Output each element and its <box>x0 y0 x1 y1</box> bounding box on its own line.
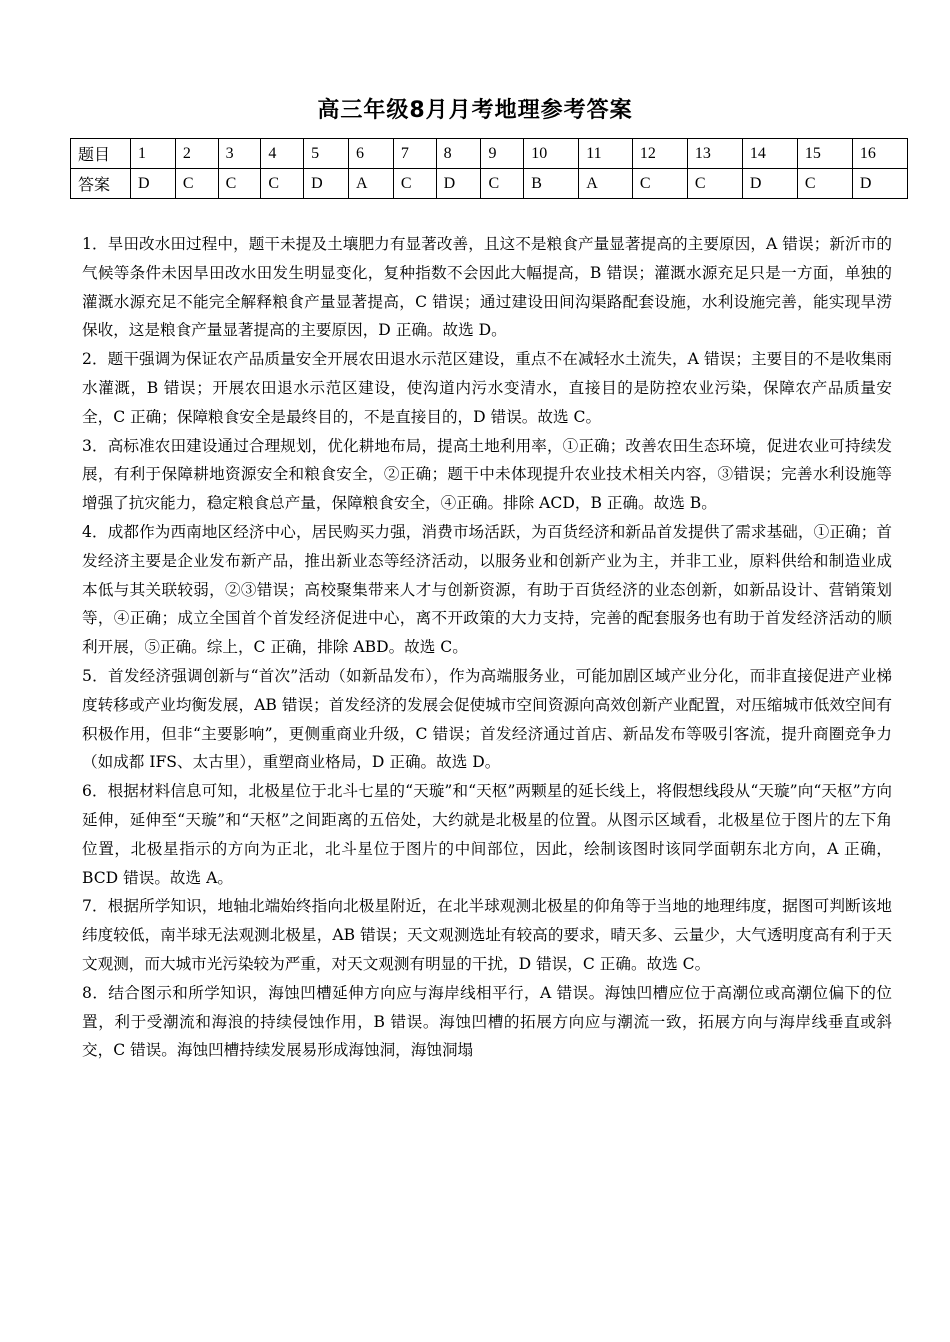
explanation-paragraph-4: 4．成都作为西南地区经济中心，居民购买力强，消费市场活跃，为百货经济和新品首发提供了需求基础，①正确；首发经济主要是企业发布新产品，推出新业态等经济活动，以服务业和创新产业为主，并非工业，原料供给和制造业成本低与其关联较弱，②③错误；高校聚集带来人才与创新资源，有助于百货经济的业态创新，如新品设计、营销策划等，④正确；成立全国首个首发经济促进中心，离不开政策的大力支持，完善的配套服务也有助于首发经济活动的顺利开展，⑤正确。综上，C 正确，排除 ABD。故选 C。 <box>82 522 892 657</box>
question-number-cell: 8 <box>436 139 481 169</box>
row-label-question: 题目 <box>71 139 131 169</box>
answer-cell: D <box>852 169 907 199</box>
answer-cell: A <box>349 169 394 199</box>
answer-cell: C <box>687 169 742 199</box>
question-number-cell: 13 <box>687 139 742 169</box>
question-number-cell: 12 <box>632 139 687 169</box>
explanation-paragraph-1: 1．旱田改水田过程中，题干未提及土壤肥力有显著改善，且这不是粮食产量显著提高的主要原因，A 错误；新沂市的气候等条件未因旱田改水田发生明显变化，复种指数不会因此大幅提高，B 错误；灌溉水源充足只是一方面，单独的灌溉水源充足不能完全解释粮食产量显著提高，C 错误；通过建设田间沟渠路配套设施，水利设施完善，能实现旱涝保收，这是粮食产量显著提高的主要原因，D 正确。故选 D。 <box>82 235 892 340</box>
question-number-cell: 2 <box>175 139 218 169</box>
question-number-cell: 4 <box>261 139 304 169</box>
question-number-cell: 7 <box>393 139 436 169</box>
answer-row <box>71 169 908 199</box>
answer-cell: C <box>481 169 524 199</box>
question-number-cell: 1 <box>131 139 176 169</box>
explanation-paragraph-6: 6．根据材料信息可知，北极星位于北斗七星的“天璇”和“天枢”两颗星的延长线上，将假想线段从“天璇”向“天枢”方向延伸，延伸至“天璇”和“天枢”之间距离的五倍处，大约就是北极星的位置。从图示区域看，北极星位于图片的左下角位置，北极星指示的方向为正北，北斗星位于图片的中间部位，因此，绘制该图时该同学面朝东北方向，A 正确，BCD 错误。故选 A。 <box>82 782 892 887</box>
answer-table <box>70 138 908 199</box>
answer-cell: D <box>304 169 349 199</box>
question-number-cell: 9 <box>481 139 524 169</box>
question-number-cell: 6 <box>349 139 394 169</box>
explanation-paragraph-3: 3．高标准农田建设通过合理规划，优化耕地布局，提高土地利用率，①正确；改善农田生态环境，促进农业可持续发展，有利于保障耕地资源安全和粮食安全，②正确；题干中未体现提升农业技术相关内容，③错误；完善水利设施等增强了抗灾能力，稳定粮食总产量，保障粮食安全，④正确。排除 ACD，B 正确。故选 B。 <box>82 436 892 513</box>
answer-cell: B <box>524 169 579 199</box>
question-number-cell: 15 <box>797 139 852 169</box>
explanation-paragraph-5: 5．首发经济强调创新与“首次”活动（如新品发布），作为高端服务业，可能加剧区域产业分化，而非直接促进产业梯度转移或产业均衡发展，AB 错误；首发经济的发展会促使城市空间资源向高效创新产业配置，对压缩城市低效空间有积极作用，但非“主要影响”，更侧重商业升级，C 错误；首发经济通过首店、新品发布等吸引客流，提升商圈竞争力（如成都 IFS、太古里），重塑商业格局，D 正确。故选 D。 <box>82 666 892 772</box>
question-number-cell: 5 <box>304 139 349 169</box>
answer-cell: C <box>797 169 852 199</box>
answer-cell: C <box>632 169 687 199</box>
row-label-answer: 答案 <box>71 169 131 199</box>
answer-cell: C <box>261 169 304 199</box>
answer-cell: C <box>218 169 261 199</box>
explanation-paragraph-7: 7．根据所学知识，地轴北端始终指向北极星附近，在北半球观测北极星的仰角等于当地的地理纬度，据图可判断该地纬度较低，南半球无法观测北极星，AB 错误；天文观测选址有较高的要求，晴天多、云量少，大气透明度高有利于天文观测，而大城市光污染较为严重，对天文观测有明显的干扰，D 错误，C 正确。故选 C。 <box>82 897 892 973</box>
question-number-cell: 14 <box>742 139 797 169</box>
question-number-cell: 10 <box>524 139 579 169</box>
answer-cell: D <box>742 169 797 199</box>
explanation-body <box>82 230 892 1065</box>
question-number-cell: 16 <box>852 139 907 169</box>
answer-cell: C <box>393 169 436 199</box>
answer-cell: A <box>579 169 633 199</box>
question-number-cell: 3 <box>218 139 261 169</box>
explanation-paragraph-8: 8．结合图示和所学知识，海蚀凹槽延伸方向应与海岸线相平行，A 错误。海蚀凹槽应位于高潮位或高潮位偏下的位置，利于受潮流和海浪的持续侵蚀作用，B 错误。海蚀凹槽的拓展方向应与潮流一致，拓展方向与海岸线垂直或斜交，C 错误。海蚀凹槽持续发展易形成海蚀洞，海蚀洞塌 <box>82 983 892 1060</box>
explanation-paragraph-2: 2．题干强调为保证农产品质量安全开展农田退水示范区建设，重点不在减轻水土流失，A 错误；主要目的不是收集雨水灌溉，B 错误；开展农田退水示范区建设，使沟道内污水变清水，直接目的是防控农业污染，保障农产品质量安全，C 正确；保障粮食安全是最终目的，不是直接目的，D 错误。故选 C。 <box>82 350 892 426</box>
question-number-cell: 11 <box>579 139 633 169</box>
answer-cell: D <box>436 169 481 199</box>
question-number-row <box>71 139 908 169</box>
answer-cell: D <box>131 169 176 199</box>
page-title: 高三年级8月月考地理参考答案 <box>317 98 633 123</box>
answer-cell: C <box>175 169 218 199</box>
